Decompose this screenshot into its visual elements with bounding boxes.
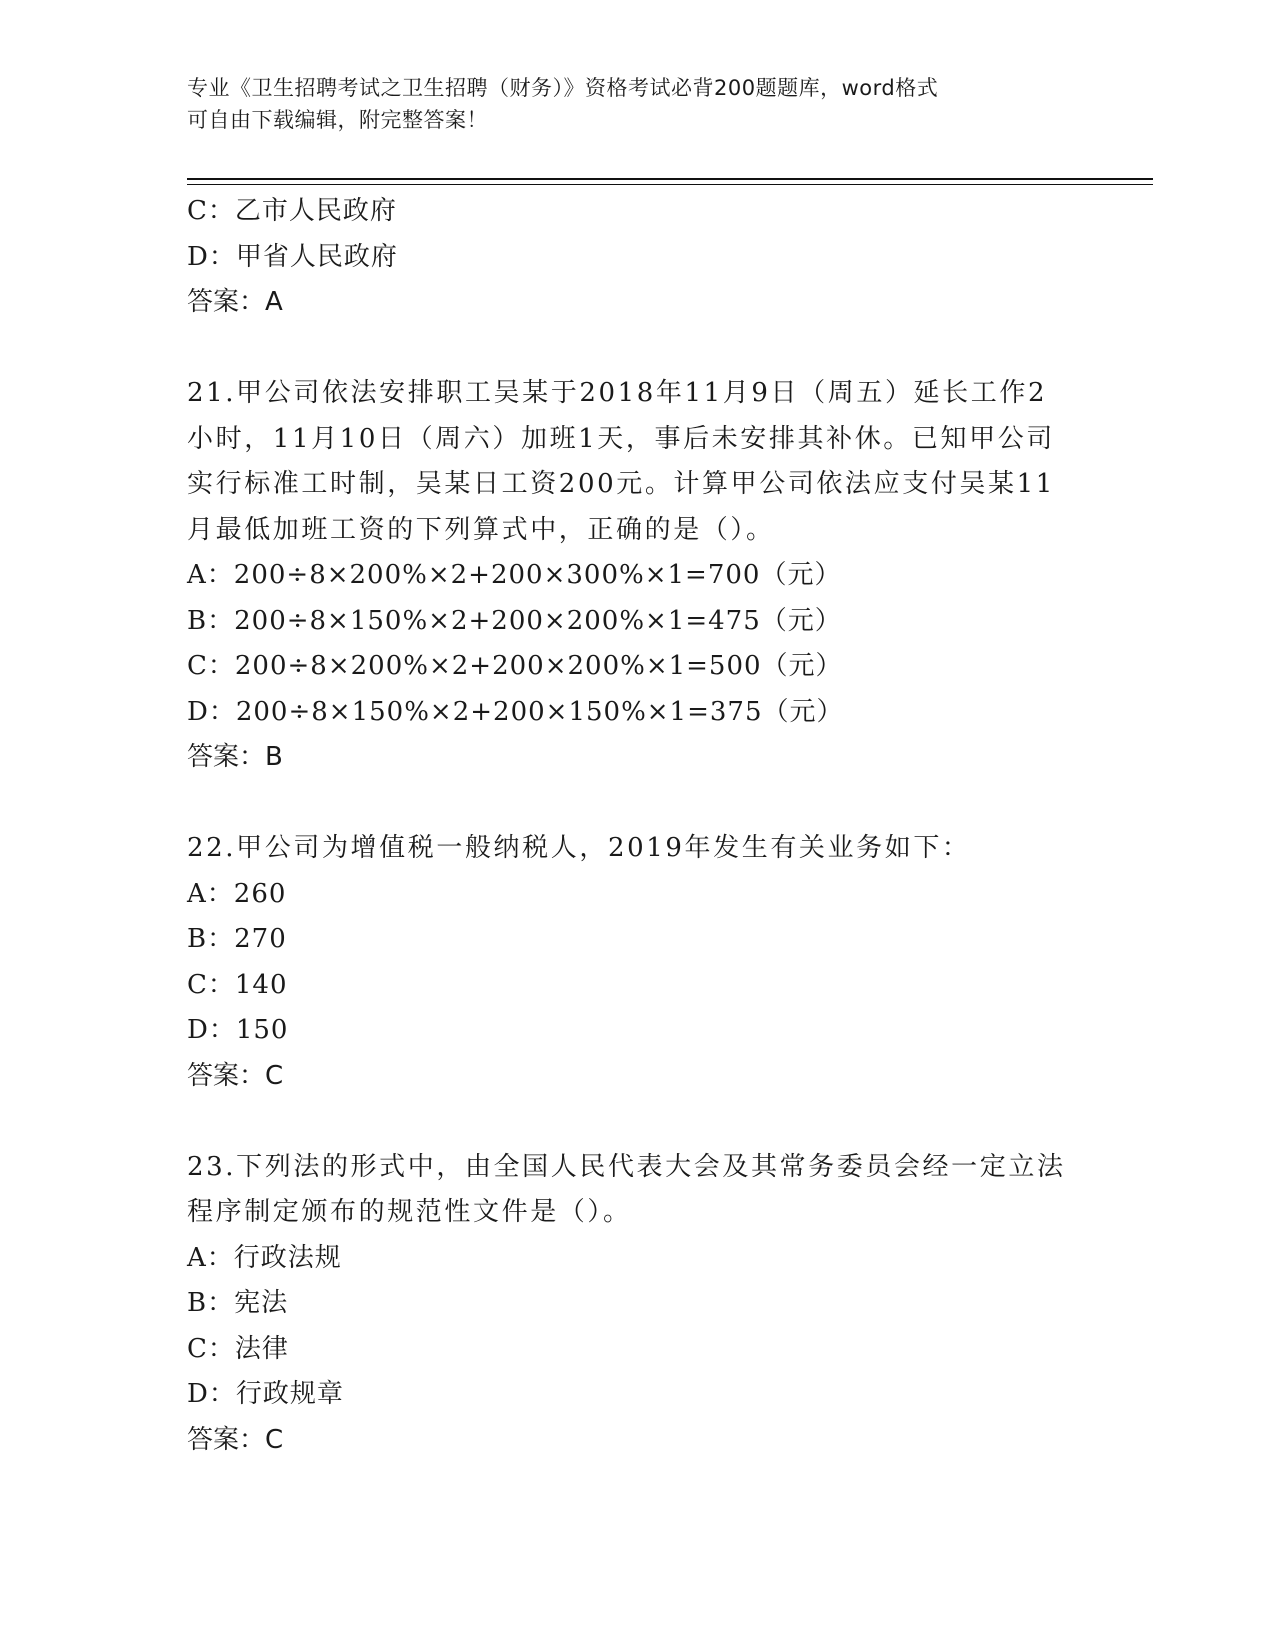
- question-text-line: 22.甲公司为增值税一般纳税人，2019年发生有关业务如下：: [187, 833, 971, 863]
- question-21: [187, 371, 1087, 781]
- header-rule-thin: [187, 184, 1153, 185]
- option-d: D：150: [187, 1015, 289, 1045]
- question-20-tail: [187, 189, 1087, 326]
- question-23: [187, 1145, 1087, 1464]
- question-text-line: 小时，11月10日（周六）加班1天，事后未安排其补休。已知甲公司: [187, 423, 1055, 454]
- document-body: [187, 189, 1087, 1463]
- question-text-line: 21.甲公司依法安排职工吴某于2018年11月9日（周五）延长工作2: [187, 378, 1048, 408]
- spacer: [187, 1099, 1087, 1145]
- option-b: B：宪法: [187, 1288, 289, 1318]
- option-c: C：法律: [187, 1333, 289, 1364]
- option-a: A：200÷8×200%×2+200×300%×1=700（元）: [187, 560, 842, 590]
- option-d: D：200÷8×150%×2+200×150%×1=375（元）: [187, 696, 844, 727]
- option-d: D：行政规章: [187, 1379, 344, 1409]
- answer-line: 答案：A: [187, 287, 283, 317]
- option-c: C：200÷8×200%×2+200×200%×1=500（元）: [187, 651, 843, 681]
- option-a: A：行政法规: [187, 1242, 342, 1273]
- question-text-line: 实行标准工时制，吴某日工资200元。计算甲公司依法应支付吴某11: [187, 469, 1055, 499]
- option-d: D：甲省人民政府: [187, 241, 398, 272]
- header-line: 专业《卫生招聘考试之卫生招聘（财务）》资格考试必背200题题库，word格式: [187, 76, 939, 100]
- question-text-line: 程序制定颁布的规范性文件是（）。: [187, 1197, 632, 1227]
- header-line: 可自由下载编辑，附完整答案！: [187, 108, 488, 132]
- option-c: C：140: [187, 969, 288, 1000]
- question-22: [187, 826, 1087, 1099]
- option-a: A：260: [187, 878, 287, 909]
- spacer: [187, 326, 1087, 372]
- answer-line: 答案：C: [187, 1060, 284, 1091]
- spacer: [187, 781, 1087, 827]
- option-b: B：270: [187, 924, 287, 954]
- question-text-line: 23.下列法的形式中，由全国人民代表大会及其常务委员会经一定立法: [187, 1151, 1066, 1182]
- option-c: C：乙市人民政府: [187, 196, 397, 226]
- answer-line: 答案：B: [187, 742, 283, 772]
- question-text-line: 月最低加班工资的下列算式中，正确的是（）。: [187, 514, 775, 545]
- answer-line: 答案：C: [187, 1424, 284, 1455]
- document-header: [187, 72, 1087, 136]
- header-rule: [187, 178, 1153, 180]
- option-b: B：200÷8×150%×2+200×200%×1=475（元）: [187, 605, 842, 636]
